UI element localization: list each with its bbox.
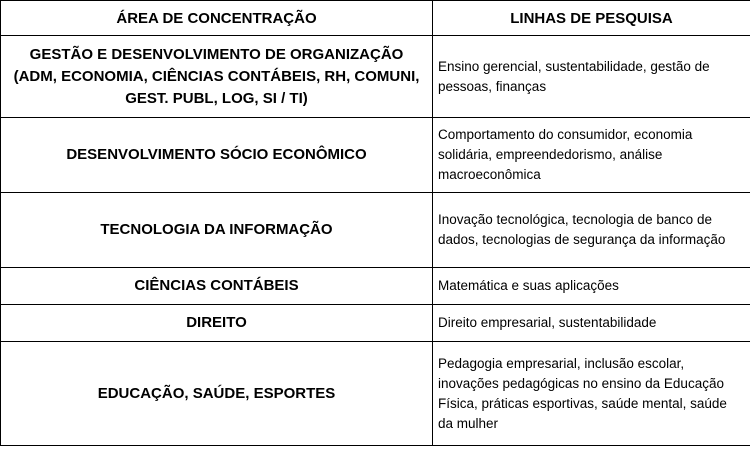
linhas-cell: Ensino gerencial, sustentabilidade, gestão de pessoas, finanças bbox=[433, 36, 750, 118]
table-row bbox=[1, 36, 750, 118]
area-cell: DESENVOLVIMENTO SÓCIO ECONÔMICO bbox=[1, 118, 433, 193]
header-row bbox=[1, 1, 750, 36]
area-cell: EDUCAÇÃO, SAÚDE, ESPORTES bbox=[1, 342, 433, 446]
table-row bbox=[1, 118, 750, 193]
linhas-cell: Comportamento do consumidor, economia solidária, empreendedorismo, análise macroeconômica bbox=[433, 118, 750, 193]
table-row bbox=[1, 305, 750, 342]
area-cell: DIREITO bbox=[1, 305, 433, 342]
table-row bbox=[1, 268, 750, 305]
linhas-cell: Direito empresarial, sustentabilidade bbox=[433, 305, 750, 342]
area-cell: GESTÃO E DESENVOLVIMENTO DE ORGANIZAÇÃO (ADM, ECONOMIA, CIÊNCIAS CONTÁBEIS, RH, COMUNI, GEST. PUBL, LOG, SI / TI) bbox=[1, 36, 433, 118]
header-linhas: LINHAS DE PESQUISA bbox=[433, 1, 750, 36]
table-row bbox=[1, 193, 750, 268]
area-cell: TECNOLOGIA DA INFORMAÇÃO bbox=[1, 193, 433, 268]
linhas-cell: Inovação tecnológica, tecnologia de banco de dados, tecnologias de segurança da informação bbox=[433, 193, 750, 268]
linhas-cell: Pedagogia empresarial, inclusão escolar, inovações pedagógicas no ensino da Educação Física, práticas esportivas, saúde mental, saúde da mulher bbox=[433, 342, 750, 446]
table-row bbox=[1, 342, 750, 446]
linhas-cell: Matemática e suas aplicações bbox=[433, 268, 750, 305]
area-cell: CIÊNCIAS CONTÁBEIS bbox=[1, 268, 433, 305]
header-area: ÁREA DE CONCENTRAÇÃO bbox=[1, 1, 433, 36]
